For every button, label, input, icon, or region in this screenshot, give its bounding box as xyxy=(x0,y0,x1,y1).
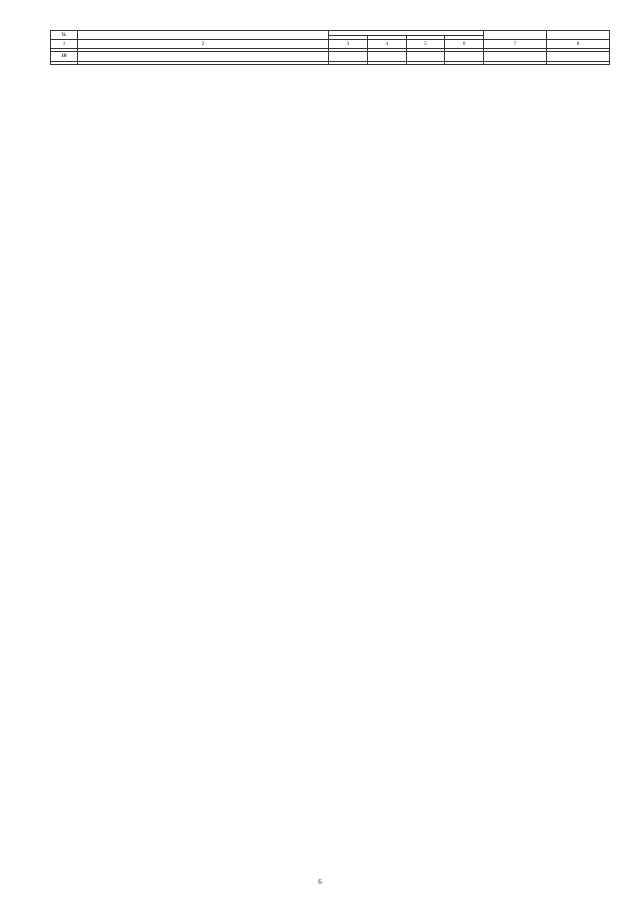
index-cell: 1 xyxy=(51,40,78,49)
index-cell: 8 xyxy=(547,40,610,49)
row-amount-2016 xyxy=(547,52,610,61)
index-cell: 3 xyxy=(329,40,368,49)
row-amount-2015 xyxy=(484,52,547,61)
budget-table xyxy=(50,30,610,65)
table-row xyxy=(51,52,610,61)
header-num: № xyxy=(51,31,78,40)
header-amount-2015 xyxy=(484,31,547,40)
row-razdel xyxy=(367,52,406,61)
page-number: 6 xyxy=(318,878,322,886)
row-amount-2015 xyxy=(484,61,547,64)
row-num xyxy=(51,61,78,64)
row-name xyxy=(78,61,329,64)
row-razdel xyxy=(367,61,406,64)
row-celevaya xyxy=(406,52,445,61)
row-grbs xyxy=(329,61,368,64)
index-cell: 5 xyxy=(406,40,445,49)
index-cell: 7 xyxy=(484,40,547,49)
header-index-row xyxy=(51,40,610,49)
table-row xyxy=(51,61,610,64)
row-num: 10 xyxy=(51,52,78,61)
row-vid xyxy=(445,52,484,61)
row-amount-2016 xyxy=(547,61,610,64)
index-cell: 6 xyxy=(445,40,484,49)
index-cell: 2 xyxy=(78,40,329,49)
row-celevaya xyxy=(406,61,445,64)
index-cell: 4 xyxy=(367,40,406,49)
header-name xyxy=(78,31,329,40)
header-amount-2016 xyxy=(547,31,610,40)
budget-page xyxy=(50,30,610,65)
row-grbs xyxy=(329,52,368,61)
row-vid xyxy=(445,61,484,64)
row-name xyxy=(78,52,329,61)
